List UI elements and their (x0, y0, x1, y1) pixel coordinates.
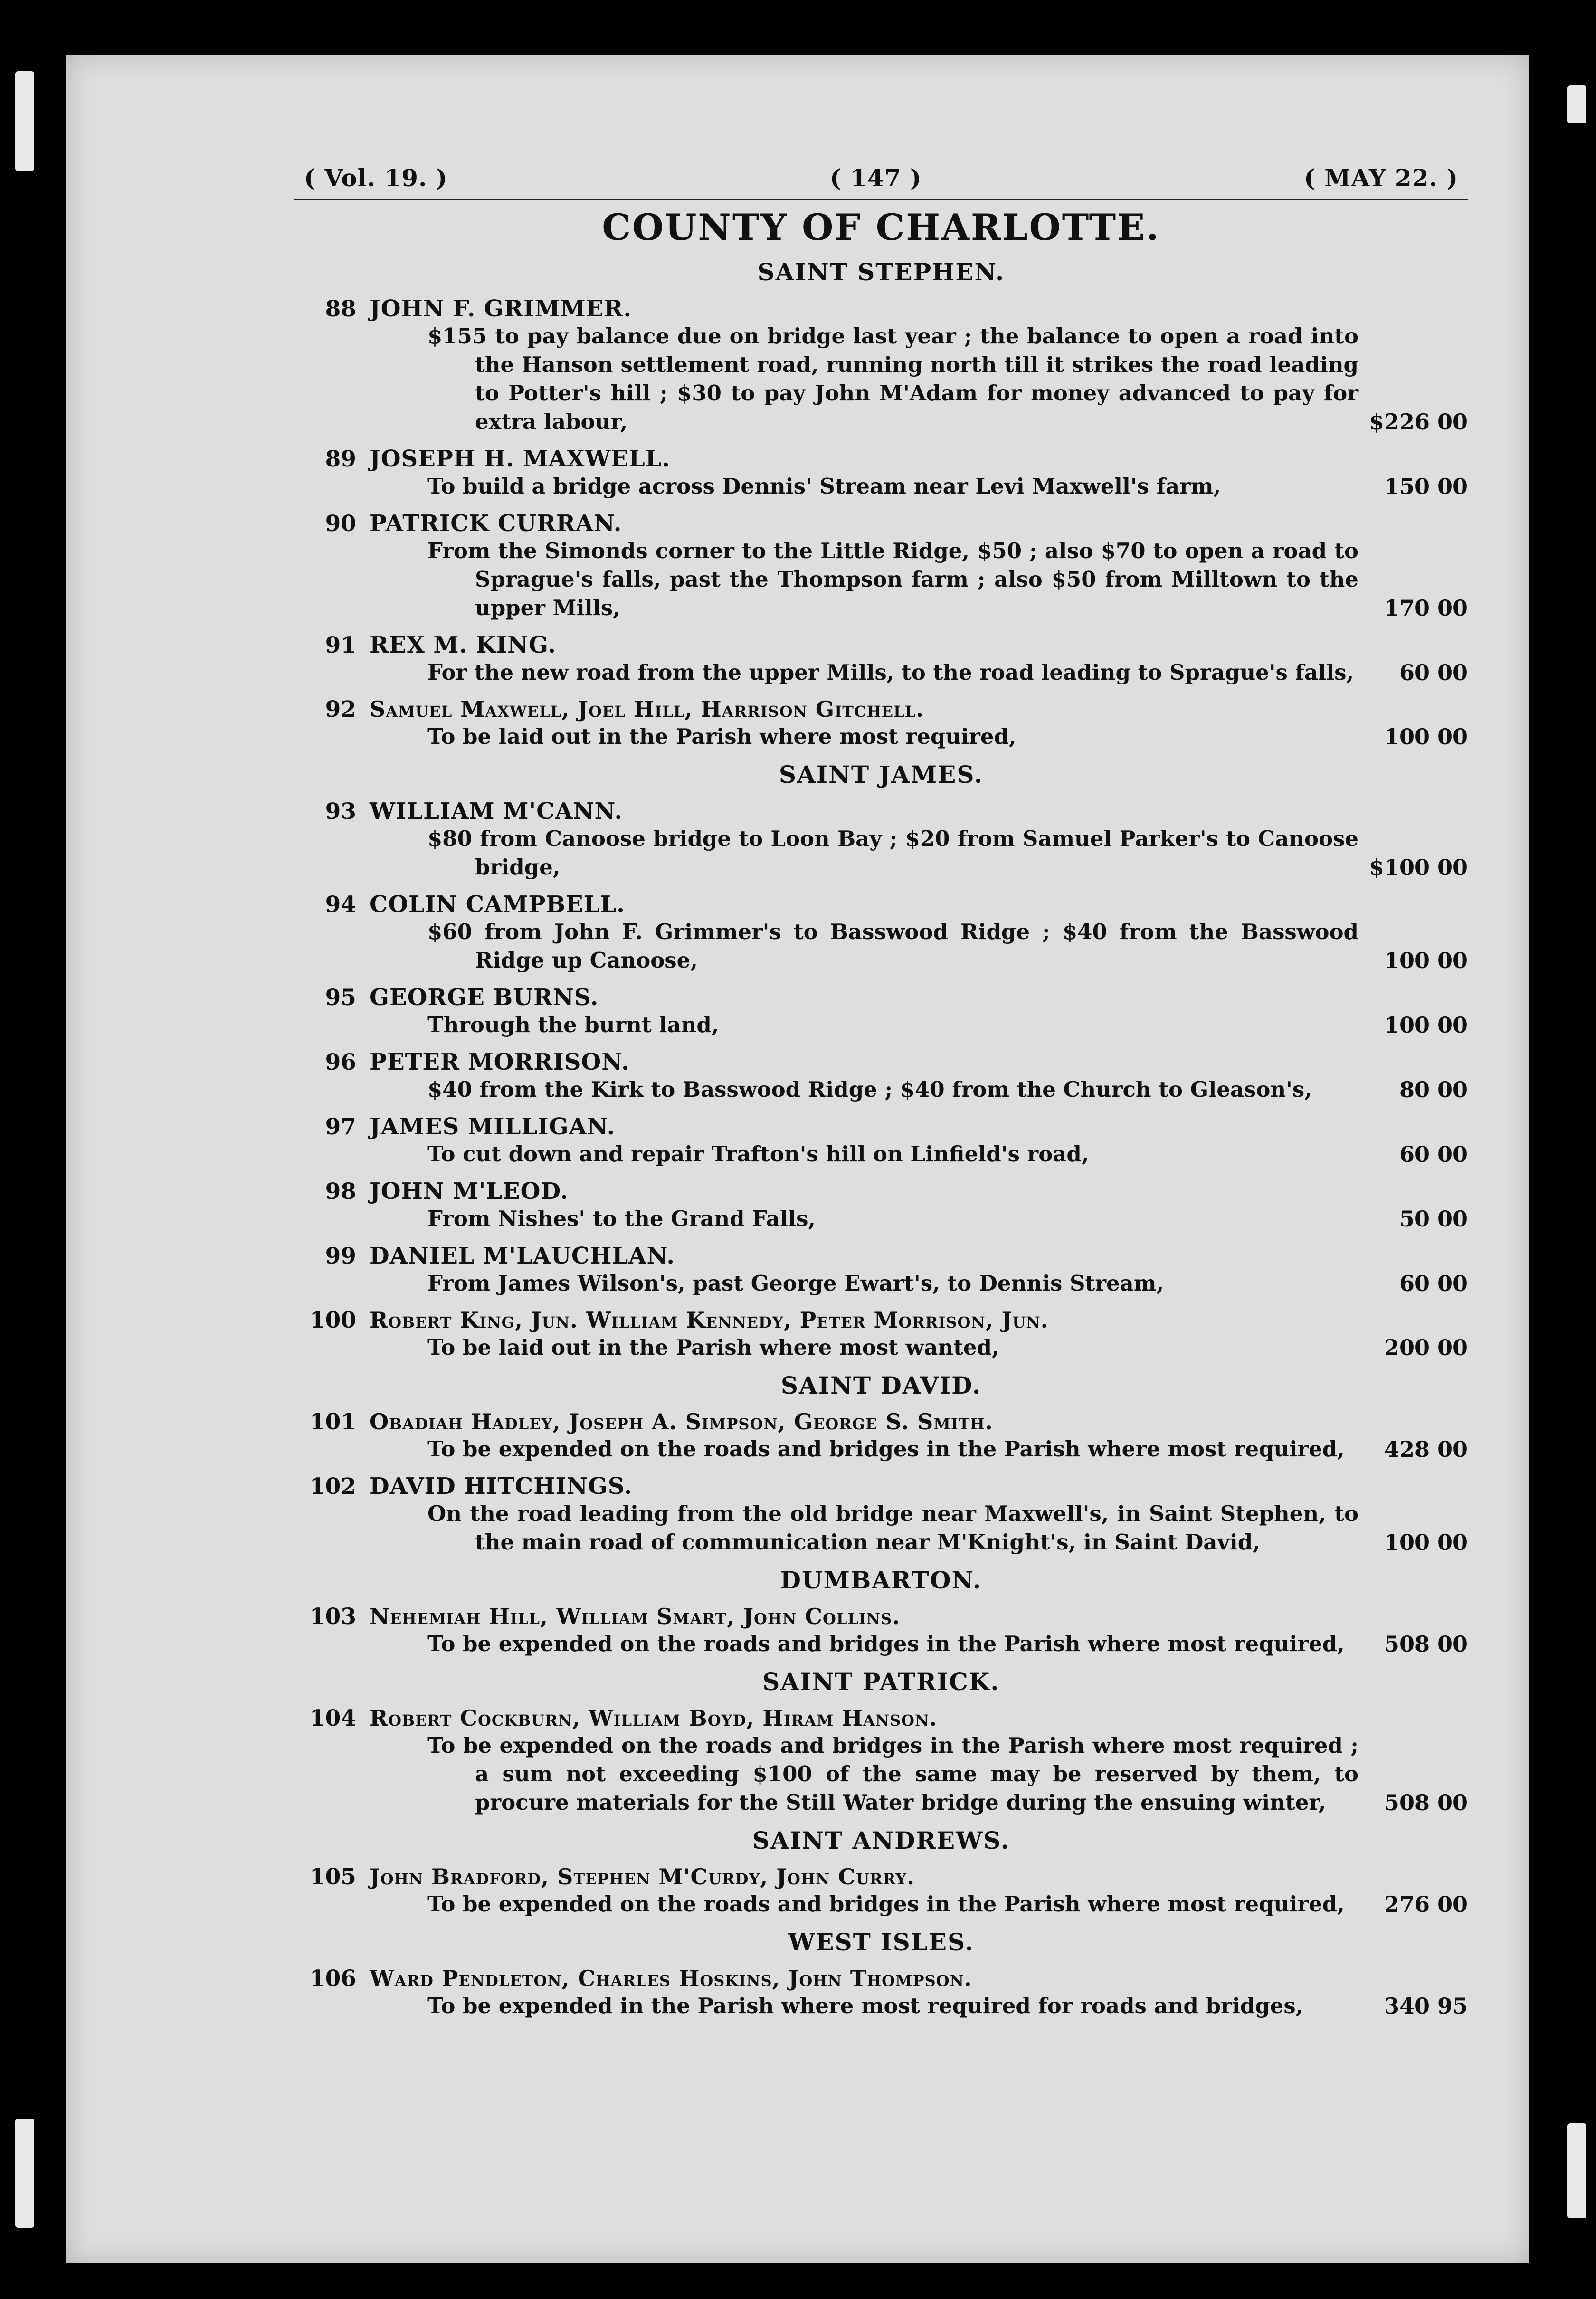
entry-head (294, 891, 1468, 918)
entry-head (294, 1113, 1468, 1140)
entry-head (294, 1473, 1468, 1500)
entry-body (294, 472, 1468, 501)
entry-description: To be expended on the roads and bridges in the Parish where most required, (428, 1631, 1345, 1656)
entry-description: $80 from Canoose bridge to Loon Bay ; $20 from Samuel Parker's to Canoose bridge, (428, 826, 1358, 880)
parish-heading: SAINT STEPHEN. (757, 258, 1005, 286)
entry-body (294, 1011, 1468, 1039)
entry-amount: 428 00 (1384, 1436, 1468, 1462)
appropriation-entry (294, 632, 1468, 687)
parish-heading: SAINT PATRICK. (762, 1668, 1000, 1696)
entry-body (294, 1435, 1468, 1463)
entry-head (294, 510, 1468, 537)
entry-description: To be expended on the roads and bridges in the Parish where most required, (428, 1436, 1345, 1462)
entry-number: 96 (325, 1049, 356, 1075)
entry-head (294, 696, 1468, 722)
entry-description: From Nishes' to the Grand Falls, (428, 1206, 816, 1231)
entry-number: 99 (325, 1243, 356, 1269)
appropriation-entry (294, 1307, 1468, 1362)
appropriation-entry (294, 1864, 1468, 1919)
entry-body (294, 1630, 1468, 1658)
binding-tab-right-bottom (1568, 2123, 1586, 2218)
commissioner-name: WILLIAM M'CANN. (370, 798, 623, 825)
commissioner-name: JOHN M'LEOD. (370, 1178, 569, 1205)
appropriation-entry (294, 510, 1468, 622)
entry-body (294, 1333, 1468, 1362)
entry-description: On the road leading from the old bridge near Maxwell's, in Saint Stephen, to the main road of communication near M'Knight's, in Saint David, (428, 1501, 1358, 1555)
appropriation-entry (294, 1178, 1468, 1233)
entry-head (294, 632, 1468, 658)
entry-head (294, 1604, 1468, 1630)
entry-description: To be expended on the roads and bridges in the Parish where most required, (428, 1891, 1345, 1917)
entry-amount: 80 00 (1399, 1077, 1468, 1102)
entry-number: 106 (309, 1966, 356, 1992)
entry-head (294, 984, 1468, 1011)
entry-amount: $226 00 (1368, 409, 1468, 435)
commissioner-name: Robert Cockburn, William Boyd, Hiram Hanson. (370, 1705, 938, 1731)
page-title: COUNTY OF CHARLOTTE. (602, 206, 1160, 248)
entry-description: To be expended on the roads and bridges in the Parish where most required ; a sum not exceeding $100 of the same may be reserved by them, to procure materials for the Still Water bridge during the ensuing winter, (428, 1733, 1358, 1815)
entry-amount: 50 00 (1399, 1206, 1468, 1232)
entry-body (294, 322, 1468, 436)
appropriation-entry (294, 696, 1468, 751)
entry-number: 105 (309, 1864, 356, 1890)
commissioner-name: DANIEL M'LAUCHLAN. (370, 1243, 675, 1269)
appropriation-entry (294, 446, 1468, 501)
parish-heading: DUMBARTON. (780, 1566, 982, 1594)
appropriation-entry (294, 1243, 1468, 1298)
entry-amount: 100 00 (1384, 1012, 1468, 1038)
entry-body (294, 1269, 1468, 1298)
entry-body (294, 1731, 1468, 1817)
entry-amount: 276 00 (1384, 1891, 1468, 1917)
entry-body (294, 1992, 1468, 2020)
entry-head (294, 1705, 1468, 1731)
entry-amount: 170 00 (1384, 595, 1468, 621)
entry-head (294, 1966, 1468, 1992)
commissioner-name: Obadiah Hadley, Joseph A. Simpson, George S. Smith. (370, 1409, 993, 1434)
parish-heading: WEST ISLES. (788, 1928, 974, 1956)
commissioner-name: PETER MORRISON. (370, 1049, 630, 1075)
commissioner-name: Ward Pendleton, Charles Hoskins, John Thompson. (370, 1966, 972, 1991)
entry-description: To cut down and repair Trafton's hill on Linfield's road, (428, 1141, 1089, 1167)
entry-amount: 60 00 (1399, 1141, 1468, 1167)
entry-number: 103 (309, 1604, 356, 1630)
entry-number: 102 (309, 1473, 356, 1500)
entry-head (294, 1049, 1468, 1075)
entry-description: Through the burnt land, (428, 1012, 719, 1037)
entry-head (294, 1307, 1468, 1333)
entry-amount: 340 95 (1384, 1993, 1468, 2019)
entry-description: From James Wilson's, past George Ewart's, to Dennis Stream, (428, 1271, 1164, 1296)
entry-number: 92 (325, 696, 356, 722)
entry-number: 94 (325, 892, 356, 918)
entry-head (294, 295, 1468, 322)
entry-description: To be expended in the Parish where most required for roads and bridges, (428, 1993, 1303, 2018)
commissioner-name: Samuel Maxwell, Joel Hill, Harrison Gitchell. (370, 696, 924, 722)
entry-amount: 60 00 (1399, 1271, 1468, 1296)
entry-head (294, 1864, 1468, 1890)
commissioner-name: PATRICK CURRAN. (370, 510, 622, 537)
entry-amount: 200 00 (1384, 1335, 1468, 1360)
entry-head (294, 1243, 1468, 1269)
binding-tab-right-top (1568, 86, 1586, 124)
commissioner-name: REX M. KING. (370, 632, 557, 658)
entry-amount: 100 00 (1384, 1530, 1468, 1555)
appropriation-entry (294, 798, 1468, 882)
entry-amount: 508 00 (1384, 1631, 1468, 1657)
entry-body (294, 1500, 1468, 1557)
entry-description: $155 to pay balance due on bridge last year ; the balance to open a road into the Hanson settlement road, running north till it strikes the road leading to Potter's hill ; $30 to pay John M'Adam for money advanced to pay for extra labour, (428, 323, 1358, 434)
entry-body (294, 1205, 1468, 1233)
sections-container (294, 258, 1468, 2020)
entry-number: 100 (309, 1307, 356, 1333)
entry-number: 91 (325, 632, 356, 658)
appropriation-entry (294, 1473, 1468, 1557)
entry-description: To be laid out in the Parish where most wanted, (428, 1335, 999, 1360)
binding-tab-left-bottom (15, 2118, 34, 2228)
entry-number: 93 (325, 798, 356, 825)
parish-heading: SAINT DAVID. (780, 1371, 982, 1399)
volume-label: ( Vol. 19. ) (304, 164, 448, 192)
binding-tab-left-top (15, 71, 34, 171)
parish-heading: SAINT JAMES. (779, 760, 984, 788)
entry-description: To build a bridge across Dennis' Stream near Levi Maxwell's farm, (428, 474, 1221, 499)
entry-number: 88 (325, 296, 356, 322)
entry-amount: 100 00 (1384, 724, 1468, 750)
entry-description: To be laid out in the Parish where most required, (428, 724, 1016, 749)
entry-description: $40 from the Kirk to Basswood Ridge ; $40 from the Church to Gleason's, (428, 1077, 1312, 1102)
commissioner-name: John Bradford, Stephen M'Curdy, John Curry. (370, 1864, 915, 1890)
entry-body (294, 825, 1468, 882)
commissioner-name: JAMES MILLIGAN. (370, 1113, 616, 1140)
appropriation-entry (294, 891, 1468, 975)
entry-number: 90 (325, 511, 356, 537)
commissioner-name: DAVID HITCHINGS. (370, 1473, 633, 1500)
entry-body (294, 658, 1468, 687)
entry-body (294, 537, 1468, 622)
date-label: ( MAY 22. ) (1304, 164, 1458, 192)
entry-number: 95 (325, 985, 356, 1011)
entry-head (294, 798, 1468, 825)
entry-number: 98 (325, 1178, 356, 1205)
entry-amount: $100 00 (1368, 855, 1468, 880)
entry-body (294, 918, 1468, 975)
commissioner-name: Robert King, Jun. William Kennedy, Peter Morrison, Jun. (370, 1307, 1049, 1333)
entry-head (294, 446, 1468, 472)
entry-head (294, 1409, 1468, 1435)
entry-amount: 100 00 (1384, 948, 1468, 973)
appropriation-entry (294, 1113, 1468, 1168)
page-content (294, 164, 1468, 2020)
appropriation-entry (294, 1966, 1468, 2020)
page-number: ( 147 ) (830, 164, 922, 192)
commissioner-name: COLIN CAMPBELL. (370, 891, 625, 918)
entry-amount: 150 00 (1384, 474, 1468, 499)
entry-description: $60 from John F. Grimmer's to Basswood Ridge ; $40 from the Basswood Ridge up Canoose, (428, 919, 1358, 973)
commissioner-name: GEORGE BURNS. (370, 984, 599, 1011)
entry-body (294, 722, 1468, 751)
entry-body (294, 1890, 1468, 1919)
entry-number: 89 (325, 446, 356, 472)
document-page (66, 55, 1530, 2263)
appropriation-entry (294, 1409, 1468, 1463)
entry-body (294, 1075, 1468, 1104)
appropriation-entry (294, 1049, 1468, 1104)
commissioner-name: JOSEPH H. MAXWELL. (370, 446, 671, 472)
appropriation-entry (294, 1604, 1468, 1658)
entry-amount: 60 00 (1399, 660, 1468, 685)
entry-number: 104 (309, 1705, 356, 1731)
appropriation-entry (294, 984, 1468, 1039)
commissioner-name: Nehemiah Hill, William Smart, John Collins. (370, 1604, 901, 1629)
commissioner-name: JOHN F. GRIMMER. (370, 295, 632, 322)
entry-description: From the Simonds corner to the Little Ridge, $50 ; also $70 to open a road to Sprague's falls, past the Thompson farm ; also $50 from Milltown to the upper Mills, (428, 538, 1358, 620)
running-header (294, 164, 1468, 200)
entry-number: 97 (325, 1114, 356, 1140)
appropriation-entry (294, 1705, 1468, 1817)
entry-amount: 508 00 (1384, 1790, 1468, 1815)
entry-body (294, 1140, 1468, 1168)
entry-head (294, 1178, 1468, 1205)
parish-heading: SAINT ANDREWS. (752, 1826, 1010, 1854)
entry-number: 101 (309, 1409, 356, 1435)
entry-description: For the new road from the upper Mills, to the road leading to Sprague's falls, (428, 660, 1354, 685)
appropriation-entry (294, 295, 1468, 436)
